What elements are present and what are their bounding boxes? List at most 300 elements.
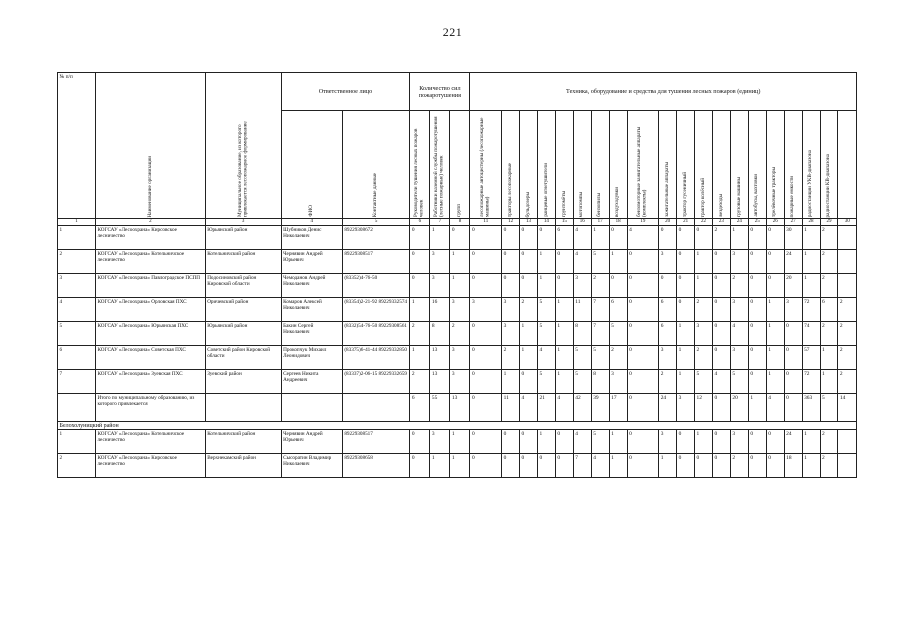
contact-data: (83337)2-06-15 89229332659 <box>342 370 410 394</box>
column-number: 12 <box>502 219 520 226</box>
row-number: 2 <box>58 250 96 274</box>
quantity-cell: 72 <box>802 298 820 322</box>
contact-data: (83375)6-41-44 89229332850 <box>342 346 410 370</box>
quantity-cell: 0 <box>520 250 538 274</box>
quantity-cell: 2 <box>410 322 430 346</box>
header-org-name: Наименование организации <box>95 73 205 219</box>
table-row <box>58 322 857 346</box>
quantity-cell: 3 <box>502 322 520 346</box>
quantity-cell: 1 <box>695 274 713 298</box>
quantity-cell: 4 <box>627 226 659 250</box>
quantity-cell: 0 <box>502 430 520 454</box>
quantity-cell: 0 <box>470 274 502 298</box>
quantity-cell: 1 <box>695 430 713 454</box>
quantity-cell: 5 <box>609 322 627 346</box>
municipality-name: Юрьянский район <box>205 226 281 250</box>
quantity-cell: 6 <box>820 298 838 322</box>
quantity-cell: 0 <box>470 430 502 454</box>
quantity-cell: 0 <box>712 322 730 346</box>
quantity-cell: 1 <box>555 346 573 370</box>
quantity-cell: 1 <box>555 322 573 346</box>
quantity-cell: 1 <box>410 298 430 322</box>
table-row <box>58 274 857 298</box>
quantity-cell: 0 <box>784 370 802 394</box>
quantity-cell: 4 <box>730 322 748 346</box>
quantity-cell: 0 <box>450 226 470 250</box>
contact-data: 89229308672 <box>342 226 410 250</box>
quantity-cell: 8 <box>430 322 450 346</box>
column-number: 3 <box>205 219 281 226</box>
contact-data: 89229308517 <box>342 250 410 274</box>
page-number: 221 <box>442 25 463 39</box>
quantity-cell: 5 <box>573 346 591 370</box>
row-number: 2 <box>58 454 96 478</box>
quantity-cell: 1 <box>766 298 784 322</box>
responsible-name: Чернявин Андрей Юрьевич <box>281 250 342 274</box>
contact-data: (8332)54-76-50 89229308561 <box>342 322 410 346</box>
responsible-name: Комаров Алексей Николаевич <box>281 298 342 322</box>
total-value: 4 <box>555 394 573 422</box>
header-equip-col: бензопилы <box>591 111 609 219</box>
quantity-cell: 2 <box>520 298 538 322</box>
responsible-name: Чемоданов Андрей Николаевич <box>281 274 342 298</box>
quantity-cell: 1 <box>820 346 838 370</box>
quantity-cell: 0 <box>748 322 766 346</box>
row-number: 5 <box>58 322 96 346</box>
organization-name: КОГСАУ «Лесоохрана» Павлоградское ПСПП <box>95 274 205 298</box>
column-number: 24 <box>730 219 748 226</box>
municipality-name: Юрьянский район <box>205 322 281 346</box>
quantity-cell: 2 <box>820 226 838 250</box>
header-equip-col: грузовые машины <box>730 111 748 219</box>
quantity-cell: 6 <box>659 298 677 322</box>
quantity-cell: 30 <box>784 226 802 250</box>
quantity-cell: 0 <box>502 226 520 250</box>
quantity-cell: 0 <box>695 226 713 250</box>
total-value: 6 <box>410 394 430 422</box>
quantity-cell: 20 <box>784 274 802 298</box>
quantity-cell: 1 <box>659 454 677 478</box>
quantity-cell: 0 <box>609 274 627 298</box>
quantity-cell: 1 <box>802 226 820 250</box>
responsible-name: Сысоратин Владимир Николаевич <box>281 454 342 478</box>
quantity-cell: 18 <box>784 454 802 478</box>
header-equip-col: лесопожарные автоцистерны (лесопожарные машины) <box>470 111 502 219</box>
quantity-cell: 5 <box>537 370 555 394</box>
quantity-cell: 1 <box>537 274 555 298</box>
quantity-cell: 3 <box>430 274 450 298</box>
total-value: 39 <box>591 394 609 422</box>
header-num: № п/п <box>58 73 96 219</box>
header-responsible: Ответственное лицо <box>281 73 410 111</box>
quantity-cell: 2 <box>838 298 857 322</box>
quantity-cell: 1 <box>591 226 609 250</box>
quantity-cell: 6 <box>659 322 677 346</box>
column-number: 2 <box>95 219 205 226</box>
quantity-cell: 1 <box>695 250 713 274</box>
total-value: 13 <box>450 394 470 422</box>
header-equip-col: воздуходувки <box>609 111 627 219</box>
quantity-cell: 0 <box>537 454 555 478</box>
quantity-cell: 2 <box>712 226 730 250</box>
quantity-cell: 0 <box>712 250 730 274</box>
quantity-cell: 0 <box>659 226 677 250</box>
header-equip-col: радиостанции КВ-диапазона <box>820 111 838 219</box>
column-number: 6 <box>410 219 430 226</box>
header-row-1 <box>58 73 857 111</box>
column-number: 27 <box>784 219 802 226</box>
quantity-cell: 4 <box>573 250 591 274</box>
table-row <box>58 430 857 454</box>
quantity-cell: 5 <box>573 370 591 394</box>
quantity-cell: 2 <box>410 370 430 394</box>
column-number: 21 <box>677 219 695 226</box>
quantity-cell: 24 <box>784 250 802 274</box>
quantity-cell: 0 <box>520 430 538 454</box>
row-number: 7 <box>58 370 96 394</box>
quantity-cell <box>838 454 857 478</box>
organization-name: КОГСАУ «Лесоохрана» Советская ПХС <box>95 346 205 370</box>
quantity-cell: 1 <box>520 346 538 370</box>
organization-name: КОГСАУ «Лесоохрана» Кирсовское лесничество <box>95 226 205 250</box>
quantity-cell: 3 <box>450 370 470 394</box>
quantity-cell: 3 <box>659 430 677 454</box>
total-value: 1 <box>748 394 766 422</box>
quantity-cell: 0 <box>627 274 659 298</box>
municipality-name: Котельничский район <box>205 430 281 454</box>
quantity-cell <box>838 250 857 274</box>
responsible-name: Бакин Сергей Николаевич <box>281 322 342 346</box>
quantity-cell: 0 <box>766 226 784 250</box>
quantity-cell: 1 <box>766 346 784 370</box>
table-row <box>58 298 857 322</box>
column-number: 15 <box>555 219 573 226</box>
quantity-cell: 0 <box>712 298 730 322</box>
header-unit-people-2: Работники наземной службы пожаротушения (лесные пожарные) человек <box>430 111 450 219</box>
quantity-cell: 0 <box>470 346 502 370</box>
quantity-cell: 0 <box>537 226 555 250</box>
row-number: 6 <box>58 346 96 370</box>
quantity-cell: 0 <box>712 430 730 454</box>
quantity-cell: 3 <box>430 250 450 274</box>
contact-data: 89229308658 <box>342 454 410 478</box>
municipality-name: Оричевский район <box>205 298 281 322</box>
total-value: 42 <box>573 394 591 422</box>
quantity-cell: 3 <box>470 298 502 322</box>
quantity-cell: 1 <box>609 454 627 478</box>
header-equip-col: автобусы, вахтовки <box>748 111 766 219</box>
total-value: 24 <box>659 394 677 422</box>
table-row <box>58 226 857 250</box>
quantity-cell: 0 <box>470 226 502 250</box>
total-value: 0 <box>784 394 802 422</box>
quantity-cell: 5 <box>730 370 748 394</box>
quantity-cell <box>838 274 857 298</box>
column-number: 20 <box>659 219 677 226</box>
quantity-cell: 0 <box>766 274 784 298</box>
header-equip-col: ранцевые огнетушители <box>537 111 555 219</box>
quantity-cell: 1 <box>766 370 784 394</box>
responsible-name: Чернявин Андрей Юрьевич <box>281 430 342 454</box>
header-equip-col: вездеходы <box>712 111 730 219</box>
total-value: 363 <box>802 394 820 422</box>
quantity-cell: 1 <box>450 250 470 274</box>
total-value: 11 <box>502 394 520 422</box>
quantity-cell: 72 <box>802 370 820 394</box>
quantity-cell: 0 <box>470 370 502 394</box>
column-number: 5 <box>342 219 410 226</box>
total-value: 3 <box>677 394 695 422</box>
total-row <box>58 394 857 422</box>
header-equip-col: трактор гусеничный <box>677 111 695 219</box>
column-number: 1 <box>58 219 96 226</box>
quantity-cell: 2 <box>820 274 838 298</box>
quantity-cell: 6 <box>609 298 627 322</box>
quantity-cell: 0 <box>555 454 573 478</box>
quantity-cell: 0 <box>410 274 430 298</box>
header-equipment: Техника, оборудование и средства для тушения лесных пожаров (единиц) <box>470 73 857 111</box>
total-value: 17 <box>609 394 627 422</box>
header-equip-col: пожарные емкости <box>784 111 802 219</box>
quantity-cell: 2 <box>659 370 677 394</box>
header-equip-col: бульдозеры <box>520 111 538 219</box>
quantity-cell: 2 <box>695 346 713 370</box>
quantity-cell: 1 <box>555 298 573 322</box>
section-title: Белохолуницкий район <box>58 422 857 430</box>
quantity-cell: 4 <box>573 430 591 454</box>
empty-cell <box>205 394 281 422</box>
quantity-cell: 0 <box>470 322 502 346</box>
quantity-cell: 0 <box>677 298 695 322</box>
quantity-cell: 0 <box>748 226 766 250</box>
quantity-cell: 3 <box>730 250 748 274</box>
header-equip-col: мотопомпы <box>573 111 591 219</box>
column-number: 30 <box>838 219 857 226</box>
quantity-cell: 2 <box>695 298 713 322</box>
header-unit-people-1: Руководители тушения лесных пожаров человек <box>410 111 430 219</box>
total-value: 20 <box>730 394 748 422</box>
quantity-cell: 0 <box>677 250 695 274</box>
row-number: 4 <box>58 298 96 322</box>
quantity-cell: 0 <box>748 274 766 298</box>
quantity-cell: 0 <box>520 454 538 478</box>
quantity-cell: 1 <box>537 250 555 274</box>
quantity-cell: 1 <box>430 454 450 478</box>
quantity-cell: 0 <box>470 250 502 274</box>
quantity-cell: 0 <box>627 454 659 478</box>
total-value: 0 <box>712 394 730 422</box>
quantity-cell: 0 <box>695 454 713 478</box>
quantity-cell: 1 <box>820 370 838 394</box>
quantity-cell: 1 <box>677 370 695 394</box>
quantity-cell: 3 <box>730 346 748 370</box>
column-number: 8 <box>450 219 470 226</box>
municipality-name: Подосиновский район Кировской области <box>205 274 281 298</box>
total-value: 0 <box>627 394 659 422</box>
quantity-cell: 2 <box>820 250 838 274</box>
header-unit-groups: групп <box>450 111 470 219</box>
quantity-cell: 1 <box>609 250 627 274</box>
quantity-cell: 0 <box>520 370 538 394</box>
quantity-cell: 1 <box>537 430 555 454</box>
quantity-cell: 3 <box>573 274 591 298</box>
quantity-cell: 0 <box>659 274 677 298</box>
quantity-cell: 3 <box>430 430 450 454</box>
header-equip-col <box>838 111 857 219</box>
contact-data: 89229308517 <box>342 430 410 454</box>
total-label: Итого по муниципальному образованию, из которого привлекается <box>95 394 205 422</box>
quantity-cell: 0 <box>677 226 695 250</box>
quantity-cell: 0 <box>712 346 730 370</box>
quantity-cell: 0 <box>748 430 766 454</box>
total-value: 0 <box>470 394 502 422</box>
quantity-cell: 2 <box>502 346 520 370</box>
quantity-cell: 0 <box>748 298 766 322</box>
row-number: 3 <box>58 274 96 298</box>
table-row <box>58 346 857 370</box>
quantity-cell: 1 <box>450 454 470 478</box>
total-value: 5 <box>820 394 838 422</box>
quantity-cell: 0 <box>410 430 430 454</box>
column-number: 25 <box>748 219 766 226</box>
table-row <box>58 370 857 394</box>
quantity-cell <box>838 226 857 250</box>
quantity-cell: 1 <box>555 370 573 394</box>
quantity-cell: 0 <box>502 250 520 274</box>
quantity-cell: 24 <box>784 430 802 454</box>
quantity-cell: 4 <box>591 454 609 478</box>
quantity-cell: 3 <box>730 298 748 322</box>
municipality-name: Советский район Кировской области <box>205 346 281 370</box>
quantity-cell: 4 <box>537 346 555 370</box>
quantity-cell: 13 <box>430 370 450 394</box>
organization-name: КОГСАУ «Лесоохрана» Котельничское лесничество <box>95 430 205 454</box>
quantity-cell <box>838 430 857 454</box>
quantity-cell: 3 <box>784 298 802 322</box>
quantity-cell: 1 <box>677 346 695 370</box>
quantity-cell: 0 <box>677 454 695 478</box>
quantity-cell: 1 <box>410 346 430 370</box>
quantity-cell: 0 <box>410 454 430 478</box>
quantity-cell: 0 <box>748 370 766 394</box>
quantity-cell: 0 <box>627 250 659 274</box>
organization-name: КОГСАУ «Лесоохрана» Юрьянская ПХС <box>95 322 205 346</box>
header-equip-col: трелёвочные тракторы <box>766 111 784 219</box>
column-number: 14 <box>537 219 555 226</box>
empty-cell <box>342 394 410 422</box>
quantity-cell: 4 <box>712 370 730 394</box>
quantity-cell: 5 <box>591 346 609 370</box>
quantity-cell: 2 <box>838 322 857 346</box>
header-equip-col: бензомоторные зажигательные аппараты (комплекты) <box>627 111 659 219</box>
row-number: 1 <box>58 226 96 250</box>
header-contacts: Контактные данные <box>342 111 410 219</box>
quantity-cell: 7 <box>591 322 609 346</box>
contact-data: (83354)2-21-92 89229332574 <box>342 298 410 322</box>
quantity-cell: 1 <box>520 322 538 346</box>
total-value: 4 <box>520 394 538 422</box>
quantity-cell: 0 <box>712 454 730 478</box>
quantity-cell: 0 <box>784 346 802 370</box>
quantity-cell: 0 <box>555 274 573 298</box>
total-value: 21 <box>537 394 555 422</box>
column-number-row <box>58 219 857 226</box>
quantity-cell: 0 <box>410 226 430 250</box>
quantity-cell: 1 <box>802 250 820 274</box>
header-equip-col: трактор колёсный <box>695 111 713 219</box>
quantity-cell: 11 <box>573 298 591 322</box>
column-number: 28 <box>802 219 820 226</box>
quantity-cell: 5 <box>537 322 555 346</box>
quantity-cell: 3 <box>730 430 748 454</box>
quantity-cell: 0 <box>470 454 502 478</box>
quantity-cell: 5 <box>591 430 609 454</box>
quantity-cell: 5 <box>591 250 609 274</box>
quantity-cell: 2 <box>820 322 838 346</box>
column-number: 17 <box>591 219 609 226</box>
quantity-cell: 0 <box>627 370 659 394</box>
quantity-cell: 8 <box>591 370 609 394</box>
quantity-cell: 8 <box>573 322 591 346</box>
quantity-cell: 1 <box>766 322 784 346</box>
quantity-cell: 2 <box>609 346 627 370</box>
quantity-cell: 74 <box>802 322 820 346</box>
column-number: 11 <box>470 219 502 226</box>
quantity-cell: 2 <box>838 370 857 394</box>
quantity-cell: 0 <box>520 226 538 250</box>
quantity-cell: 0 <box>410 250 430 274</box>
row-number: 1 <box>58 430 96 454</box>
quantity-cell: 0 <box>766 250 784 274</box>
quantity-cell: 0 <box>627 298 659 322</box>
quantity-cell: 0 <box>677 430 695 454</box>
quantity-cell: 4 <box>573 226 591 250</box>
column-number: 29 <box>820 219 838 226</box>
quantity-cell: 1 <box>802 274 820 298</box>
empty-cell <box>281 394 342 422</box>
quantity-cell: 0 <box>677 274 695 298</box>
total-value: 55 <box>430 394 450 422</box>
quantity-cell: 13 <box>430 346 450 370</box>
contact-data: (83352)4-76-50 <box>342 274 410 298</box>
quantity-cell: 0 <box>712 274 730 298</box>
quantity-cell: 2 <box>450 322 470 346</box>
responsible-name: Шубников Денис Николаевич <box>281 226 342 250</box>
quantity-cell: 7 <box>591 298 609 322</box>
quantity-cell: 0 <box>766 430 784 454</box>
total-value: 12 <box>695 394 713 422</box>
quantity-cell: 2 <box>730 454 748 478</box>
quantity-cell: 3 <box>659 346 677 370</box>
column-number: 26 <box>766 219 784 226</box>
quantity-cell: 0 <box>627 346 659 370</box>
table-row <box>58 454 857 478</box>
organization-name: КОГСАУ «Лесоохрана» Кирсовское лесничество <box>95 454 205 478</box>
section-header-row <box>58 422 857 430</box>
quantity-cell: 3 <box>502 298 520 322</box>
quantity-cell: 3 <box>450 346 470 370</box>
quantity-cell: 3 <box>695 322 713 346</box>
quantity-cell: 0 <box>784 322 802 346</box>
quantity-cell: 0 <box>555 250 573 274</box>
quantity-cell: 5 <box>695 370 713 394</box>
quantity-cell: 1 <box>802 430 820 454</box>
quantity-cell: 0 <box>502 454 520 478</box>
organization-name: КОГСАУ «Лесоохрана» Котельничское лесничество <box>95 250 205 274</box>
quantity-cell: 0 <box>748 454 766 478</box>
quantity-cell: 2 <box>591 274 609 298</box>
table-row <box>58 250 857 274</box>
